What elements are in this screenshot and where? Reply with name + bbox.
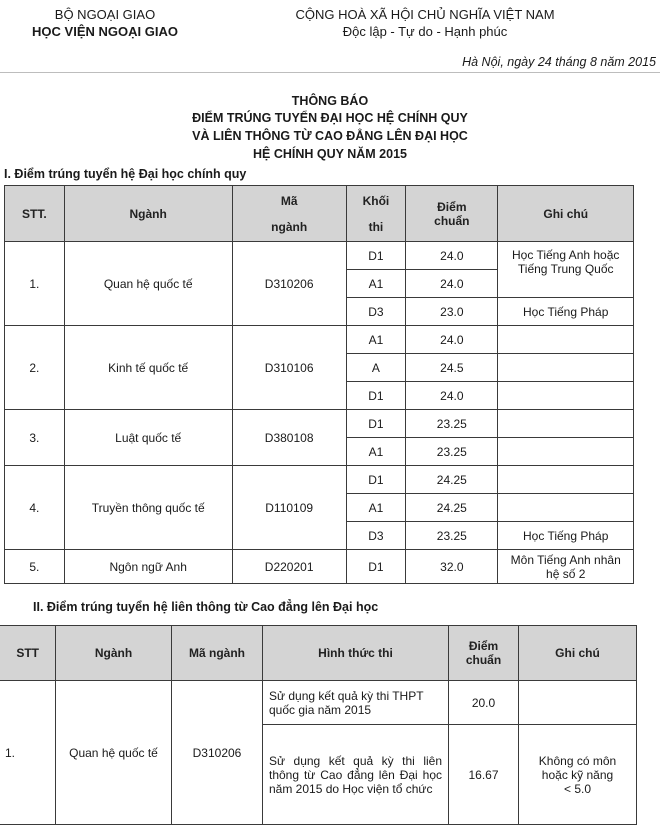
score-cell: 24.0 xyxy=(406,270,498,298)
khoi-cell: A1 xyxy=(346,326,406,354)
title-line-4: HỆ CHÍNH QUY NĂM 2015 xyxy=(253,147,407,161)
note-cell xyxy=(498,242,634,298)
academy-name: HỌC VIỆN NGOẠI GIAO xyxy=(32,24,178,39)
note-line: Môn Tiếng Anh nhân xyxy=(510,552,621,567)
major-name: Ngôn ngữ Anh xyxy=(64,550,232,584)
score-cell: 32.0 xyxy=(406,550,498,584)
col-ma-nganh xyxy=(232,186,346,242)
table-row xyxy=(5,466,634,494)
major-code: D380108 xyxy=(232,410,346,466)
major-name: Quan hệ quốc tế xyxy=(56,681,172,825)
stt-cell: 1. xyxy=(0,681,56,825)
section2-heading: II. Điểm trúng tuyển hệ liên thông từ Cao đẳng lên Đại học xyxy=(33,600,379,614)
score-cell: 24.0 xyxy=(406,242,498,270)
major-name: Kinh tế quốc tế xyxy=(64,326,232,410)
col-nganh: Ngành xyxy=(56,626,172,681)
col-ma-line1: Mã xyxy=(280,193,298,208)
stt-cell: 4. xyxy=(5,466,65,550)
title-line-1: THÔNG BÁO xyxy=(291,94,369,108)
note-line: hoặc kỹ năng xyxy=(541,767,614,782)
title-line-3: VÀ LIÊN THÔNG TỪ CAO ĐẲNG LÊN ĐẠI HỌC xyxy=(192,129,468,143)
col-khoi xyxy=(346,186,406,242)
col-diem xyxy=(406,186,498,242)
col-diem-line1: Điểm xyxy=(468,639,499,653)
major-code: D220201 xyxy=(232,550,346,584)
note-cell xyxy=(519,681,637,725)
note-cell xyxy=(498,550,634,584)
score-cell: 23.25 xyxy=(406,522,498,550)
table-header-row xyxy=(5,186,634,242)
khoi-cell: D1 xyxy=(346,466,406,494)
note-cell xyxy=(498,382,634,410)
table-row xyxy=(0,681,637,725)
col-ma-nganh: Mã ngành xyxy=(172,626,263,681)
document-date: Hà Nội, ngày 24 tháng 8 năm 2015 xyxy=(462,55,656,69)
khoi-cell: D3 xyxy=(346,298,406,326)
col-diem-line2: chuẩn xyxy=(434,213,470,228)
note-cell xyxy=(519,725,637,825)
exam-method: Sử dụng kết quả kỳ thi THPT quốc gia năm 2015 xyxy=(263,681,449,725)
score-cell: 24.25 xyxy=(406,494,498,522)
note-line: Học Tiếng Anh hoặc xyxy=(511,248,620,262)
major-code: D110109 xyxy=(232,466,346,550)
score-cell: 24.0 xyxy=(406,382,498,410)
major-name: Quan hệ quốc tế xyxy=(64,242,232,326)
khoi-cell: D1 xyxy=(346,410,406,438)
col-diem-line1: Điểm xyxy=(437,199,467,214)
table-row xyxy=(5,326,634,354)
khoi-cell: D1 xyxy=(346,550,406,584)
score-cell: 16.67 xyxy=(449,725,519,825)
table-row xyxy=(5,550,634,584)
major-code: D310106 xyxy=(232,326,346,410)
note-cell: Học Tiếng Pháp xyxy=(498,522,634,550)
note-cell: Học Tiếng Pháp xyxy=(498,298,634,326)
major-name: Luật quốc tế xyxy=(64,410,232,466)
khoi-cell: A1 xyxy=(346,270,406,298)
khoi-cell: D1 xyxy=(346,382,406,410)
col-khoi-line2: thi xyxy=(368,219,384,234)
col-hinh-thuc: Hình thức thi xyxy=(263,626,449,681)
stt-cell: 1. xyxy=(5,242,65,326)
score-cell: 24.25 xyxy=(406,466,498,494)
major-code: D310206 xyxy=(232,242,346,326)
note-cell xyxy=(498,410,634,438)
ministry-name: BỘ NGOẠI GIAO xyxy=(54,7,156,22)
title-line-2: ĐIỂM TRÚNG TUYỂN ĐẠI HỌC HỆ CHÍNH QUY xyxy=(192,111,468,125)
score-cell: 20.0 xyxy=(449,681,519,725)
stt-cell: 3. xyxy=(5,410,65,466)
score-cell: 23.25 xyxy=(406,410,498,438)
note-line: Không có môn xyxy=(538,753,617,768)
score-cell: 24.5 xyxy=(406,354,498,382)
score-cell: 23.25 xyxy=(406,438,498,466)
col-stt: STT. xyxy=(5,186,65,242)
score-cell: 24.0 xyxy=(406,326,498,354)
note-cell xyxy=(498,326,634,354)
khoi-cell: D3 xyxy=(346,522,406,550)
table-row xyxy=(5,242,634,270)
note-cell xyxy=(498,494,634,522)
table-regular-admission xyxy=(4,185,634,584)
note-line: hệ số 2 xyxy=(546,566,586,581)
country-name: CỘNG HOÀ XÃ HỘI CHỦ NGHĨA VIỆT NAM xyxy=(295,7,555,22)
table-transfer-admission xyxy=(0,625,637,825)
stt-cell: 2. xyxy=(5,326,65,410)
khoi-cell: D1 xyxy=(346,242,406,270)
col-diem-line2: chuẩn xyxy=(465,653,502,667)
national-motto: Độc lập - Tự do - Hạnh phúc xyxy=(342,24,508,39)
col-ma-line2: ngành xyxy=(271,219,308,234)
col-nganh: Ngành xyxy=(64,186,232,242)
col-stt: STT xyxy=(0,626,56,681)
table-row xyxy=(5,410,634,438)
note-cell xyxy=(498,466,634,494)
major-code: D310206 xyxy=(172,681,263,825)
header-divider xyxy=(0,72,660,73)
note-line: Tiếng Trung Quốc xyxy=(517,262,614,276)
khoi-cell: A1 xyxy=(346,494,406,522)
exam-method: Sử dụng kết quả kỳ thi liên thông từ Cao đẳng lên Đại học năm 2015 do Học viện tổ chức xyxy=(263,725,449,825)
khoi-cell: A xyxy=(346,354,406,382)
table-header-row xyxy=(0,626,637,681)
score-cell: 23.0 xyxy=(406,298,498,326)
col-khoi-line1: Khối xyxy=(362,193,390,208)
stt-cell: 5. xyxy=(5,550,65,584)
col-diem xyxy=(449,626,519,681)
col-ghi-chu: Ghi chú xyxy=(498,186,634,242)
khoi-cell: A1 xyxy=(346,438,406,466)
note-line: < 5.0 xyxy=(563,781,592,796)
col-ghi-chu: Ghi chú xyxy=(519,626,637,681)
note-cell xyxy=(498,438,634,466)
note-cell xyxy=(498,354,634,382)
major-name: Truyền thông quốc tế xyxy=(64,466,232,550)
section1-heading: I. Điểm trúng tuyển hệ Đại học chính quy xyxy=(4,167,247,181)
